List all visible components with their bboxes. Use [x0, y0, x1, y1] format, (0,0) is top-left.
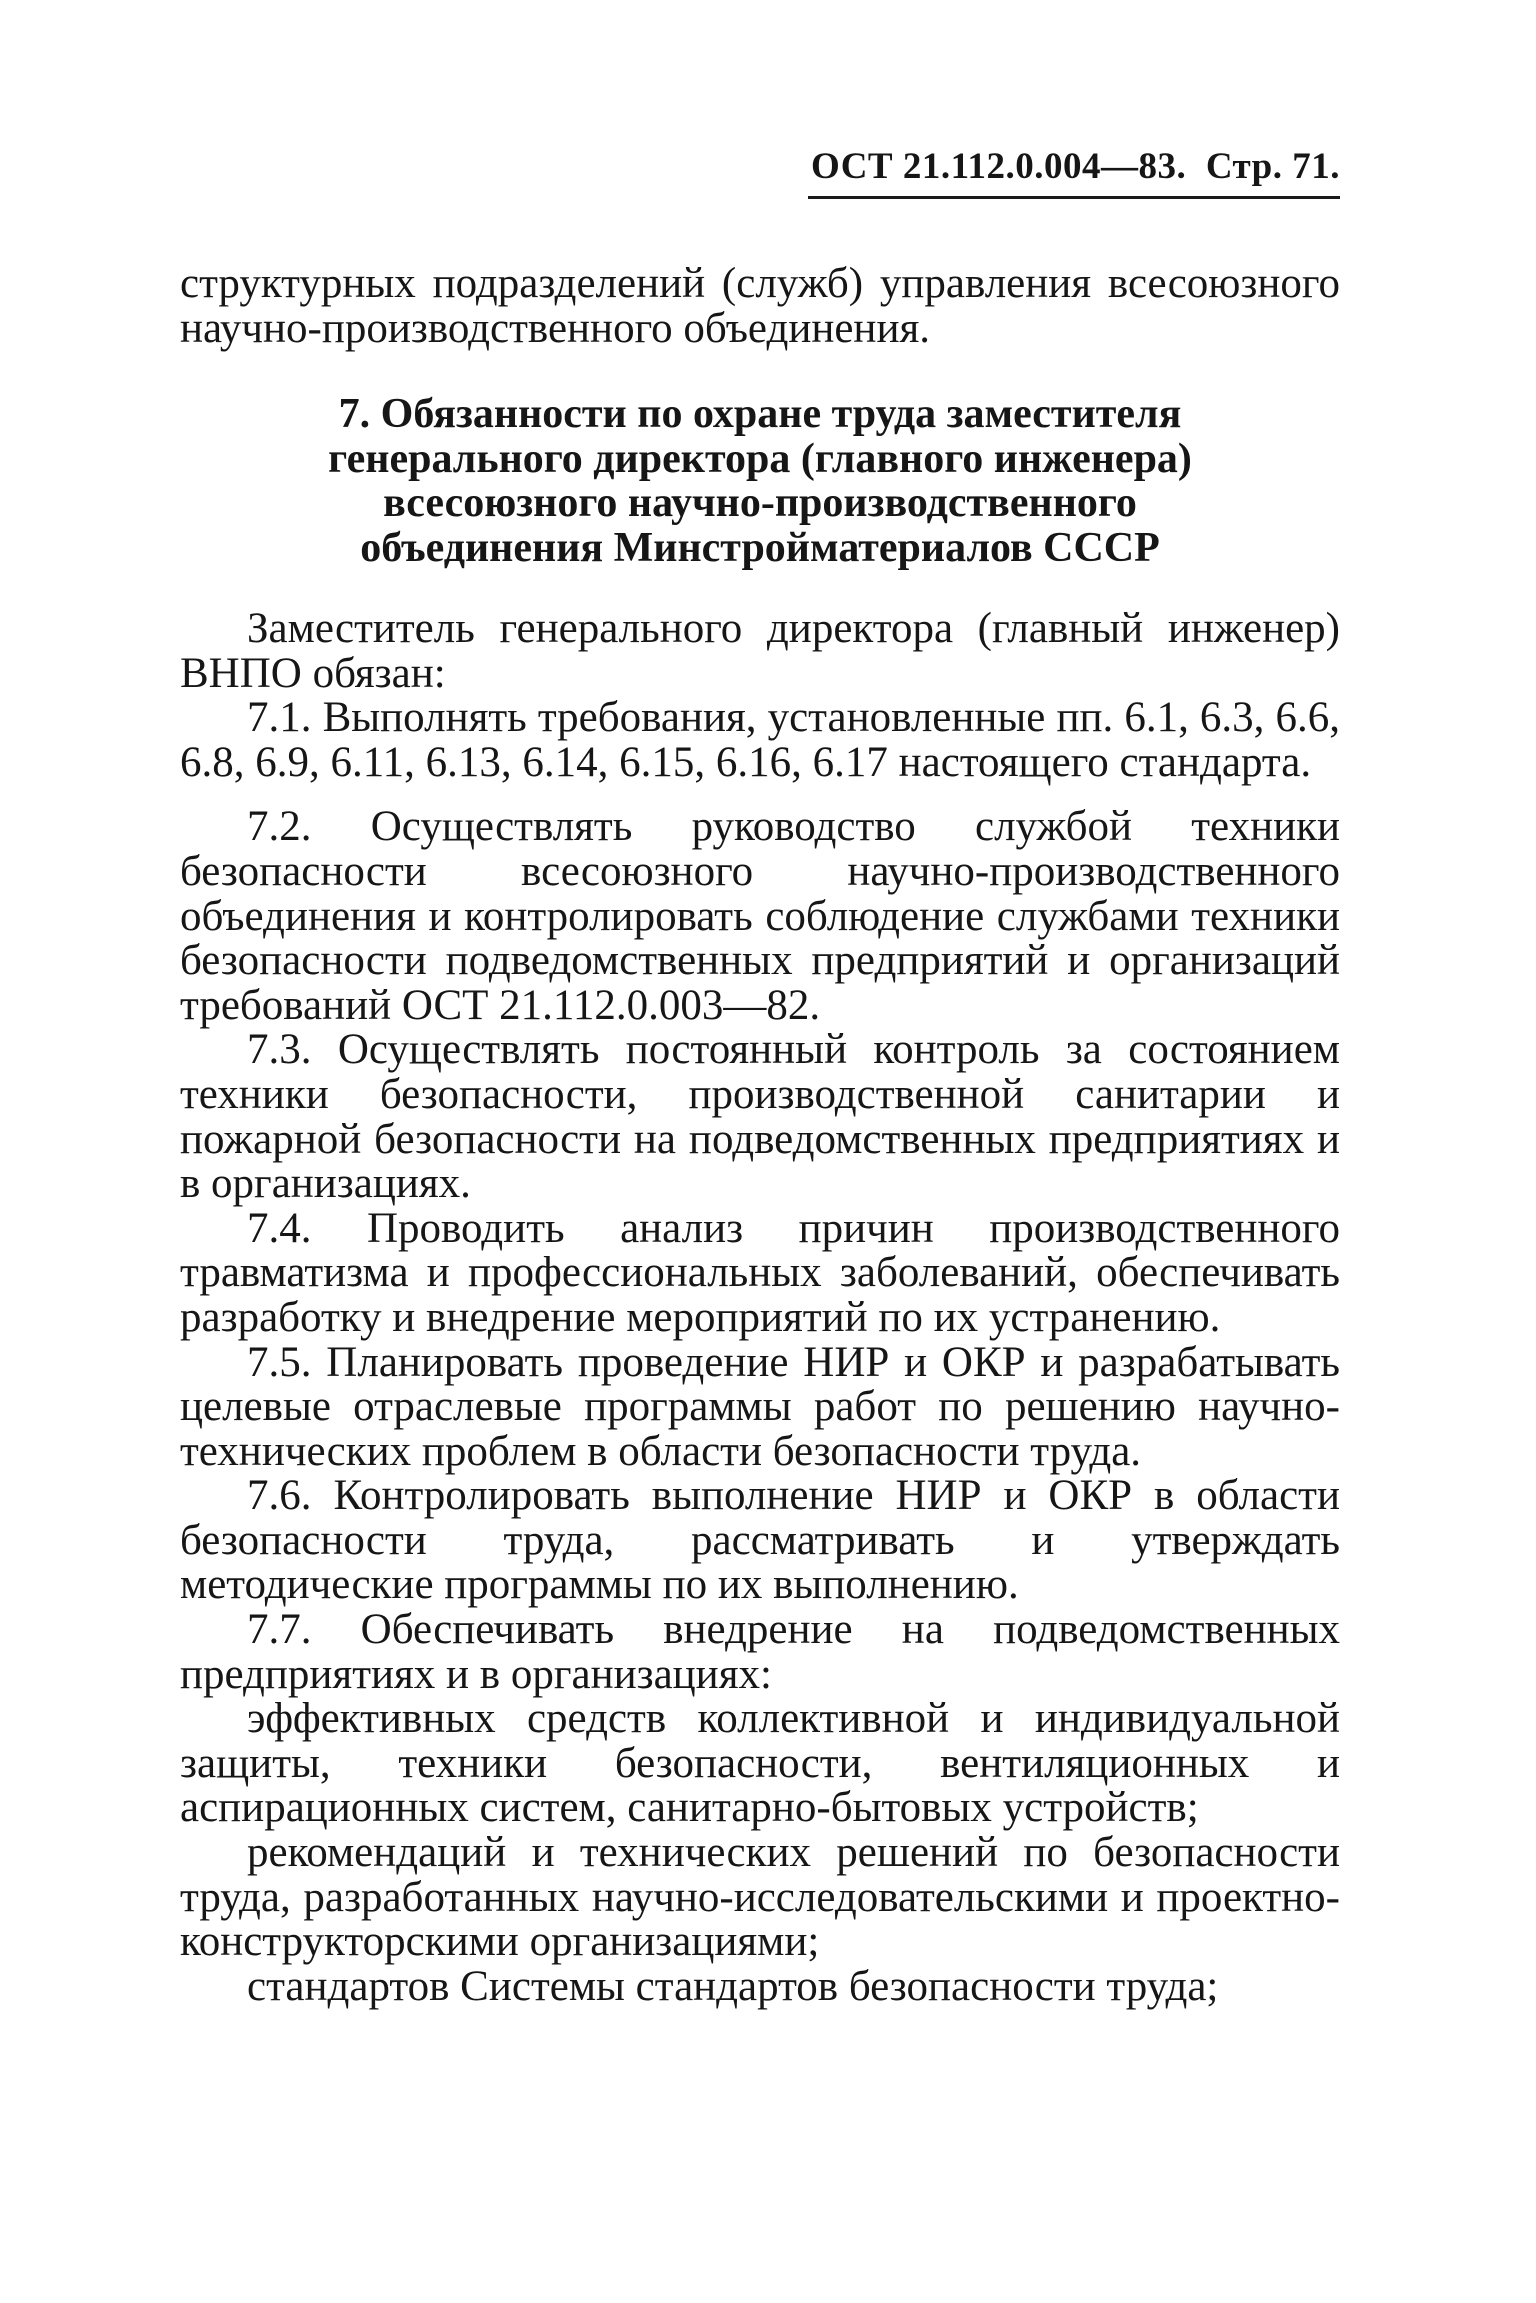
clause-7-1: 7.1. Выполнять требования, установленные пп. 6.1, 6.3, 6.6, 6.8, 6.9, 6.11, 6.13, 6.14, 6.15, 6.16, 6.17 настоящего стандарта.	[180, 694, 1340, 786]
clause-7-3: 7.3. Осуществлять постоянный контроль за состоянием техники безопасности, производственной санитарии и пожарной безопасности на подведомственных предприятиях и в организациях.	[180, 1026, 1340, 1208]
clause-7-6: 7.6. Контролировать выполнение НИР и ОКР в области безопасности труда, рассматривать и утверждать методические программы по их выполнению.	[180, 1472, 1340, 1609]
clause-7-2: 7.2. Осуществлять руководство службой техники безопасности всесоюзного научно-производственного объединения и контролировать соблюдение службами техники безопасности подведомственных предприятий и организаций требований ОСТ 21.112.0.003—82.	[180, 803, 1340, 1029]
clause-7-5: 7.5. Планировать проведение НИР и ОКР и разрабатывать целевые отраслевые программы работ по решению научно-технических проблем в области безопасности труда.	[180, 1338, 1340, 1475]
section-heading-line: всесоюзного научно-производственного	[383, 480, 1137, 527]
clause-7-4: 7.4. Проводить анализ причин производственного травматизма и профессиональных заболеваний, обеспечивать разработку и внедрение мероприятий по их устранению.	[180, 1204, 1340, 1341]
running-header	[780, 140, 1340, 194]
page-number: Стр. 71.	[1205, 146, 1340, 187]
continuation-paragraph: структурных подразделений (служб) управления всесоюзного научно-производственного объединения.	[180, 260, 1340, 352]
section-body	[180, 607, 1340, 2009]
intro-paragraph: Заместитель генерального директора (главный инженер) ВНПО обязан:	[180, 605, 1340, 697]
section-heading-line: объединения Минстройматериалов СССР	[360, 524, 1160, 571]
section-heading	[230, 392, 1290, 570]
continuation-block	[180, 262, 1340, 351]
subitem-recommendations: рекомендаций и технических решений по безопасности труда, разработанных научно-исследовательскими и проектно-конструкторскими организациями;	[180, 1829, 1340, 1966]
header-rule	[808, 196, 1340, 199]
clause-7-7: 7.7. Обеспечивать внедрение на подведомственных предприятиях и в организациях:	[180, 1606, 1340, 1698]
subitem-protection-means: эффективных средств коллективной и индивидуальной защиты, техники безопасности, вентиляционных и аспирационных систем, санитарно-бытовых устройств;	[180, 1695, 1340, 1832]
document-reference: ОСТ 21.112.0.004—83.	[810, 146, 1187, 187]
section-heading-line: 7. Обязанности по охране труда заместителя	[338, 391, 1182, 437]
section-heading-line: генерального директора (главного инженера)	[328, 435, 1192, 482]
subitem-standards: стандартов Системы стандартов безопасности труда;	[247, 1962, 1219, 2010]
